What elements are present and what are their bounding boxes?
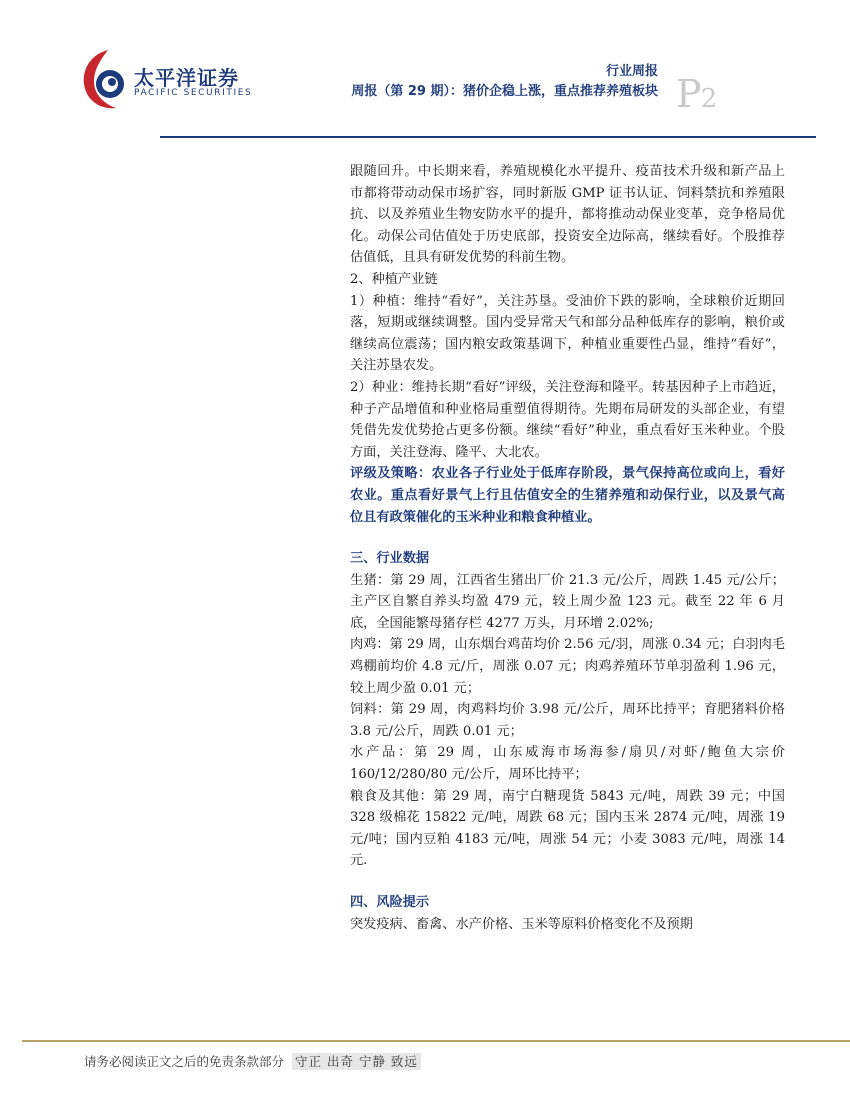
- section-title-risk: 四、风险提示: [350, 895, 430, 910]
- body-paragraph: 跟随回升。中长期来看，养殖规模化水平提升、疫苗技术升级和新产品上市都将带动动保市场扩容，同时新版 GMP 证书认证、饲料禁抗和养殖限抗、以及养殖业生物安防水平的提升，都将推动动保业变革，竞争格局优化。动保公司估值处于历史底部，投资安全边际高，继续看好。个股推荐估值低，且具有研发优势的科前生物。: [350, 164, 785, 266]
- risk-text: 突发疫病、畜禽、水产价格、玉米等原料价格变化不及预期: [350, 916, 693, 932]
- pacific-logo-icon: [78, 46, 136, 114]
- report-type: 行业周报: [605, 64, 658, 79]
- section-title-industry-data: 三、行业数据: [350, 551, 430, 567]
- body-paragraph: 2）种业：维持长期“看好”评级，关注登海和隆平。转基因种子上市趋近，种子产品增值和种业格局重塑值得期待。先期布局研发的头部企业，有望凭借先发优势抢占更多份额。继续“看好”种业，重点看好玉米种业。个股方面，关注登海、隆平、大北农。: [350, 379, 785, 460]
- brand-name: 太平洋证券: [134, 66, 239, 90]
- body-paragraph: 1）种植：维持“看好”，关注苏垦。受油价下跌的影响，全球粮价近期回落，短期或继续调整。国内受异常天气和部分品种低库存的影响，粮价或继续高位震荡；国内粮安政策基调下，种植业重要性凸显，维持“看好”，关注苏垦农发。: [350, 293, 785, 374]
- report-title: 周报（第 29 期）：猪价企稳上涨，重点推荐养殖板块: [351, 84, 658, 99]
- page-header: [0, 0, 850, 140]
- disclaimer-note: 请务必阅读正文之后的免责条款部分: [84, 1054, 285, 1069]
- data-item-broiler: 肉鸡：第 29 周，山东烟台鸡苗均价 2.56 元/羽，周涨 0.34 元；白羽肉毛鸡棚前均价 4.8 元/斤，周涨 0.07 元；肉鸡养殖环节单羽盈利 1.96 元，较上周少盈 0.01 元；: [350, 637, 785, 696]
- page-number: P2: [676, 72, 717, 116]
- subsection-heading: 2、种植产业链: [350, 271, 438, 287]
- data-item-grain: 粮食及其他：第 29 周，南宁白糖现货 5843 元/吨，周跌 39 元；中国 328 级棉花 15822 元/吨，周跌 68 元；国内玉米 2874 元/吨，周涨 19 元/吨；国内豆粕 4183 元/吨，周涨 54 元；小麦 3083 元/吨，周涨 14 元.: [350, 788, 785, 869]
- page-footer: [84, 1052, 421, 1070]
- company-logo: [78, 46, 253, 114]
- footer-divider: [22, 1040, 850, 1042]
- report-body: [350, 161, 785, 935]
- data-item-hog: 生猪：第 29 周，江西省生猪出厂价 21.3 元/公斤，周跌 1.45 元/公斤；主产区自繁自养头均盈 479 元，较上周少盈 123 元。截至 22 年 6 月底，全国能繁母猪存栏 4277 万头，月环增 2.02%;: [350, 572, 785, 631]
- data-item-aquatic: 水产品：第 29 周，山东威海市场海参/扇贝/对虾/鲍鱼大宗价 160/12/280/80 元/公斤，周环比持平；: [350, 745, 785, 783]
- brand-name-english: PACIFIC SECURITIES: [134, 88, 253, 98]
- data-item-feed: 饲料：第 29 周，肉鸡料均价 3.98 元/公斤，周环比持平；育肥猪料价格 3.8 元/公斤，周跌 0.01 元；: [350, 702, 785, 739]
- header-divider: [160, 136, 816, 138]
- rating-strategy: 评级及策略：农业各子行业处于低库存阶段，景气保持高位或向上，看好农业。重点看好景气上行且估值安全的生猪养殖和动保行业，以及景气高位且有政策催化的玉米种业和粮食种植业。: [350, 466, 785, 525]
- company-motto: 守正 出奇 宁静 致远: [292, 1053, 421, 1070]
